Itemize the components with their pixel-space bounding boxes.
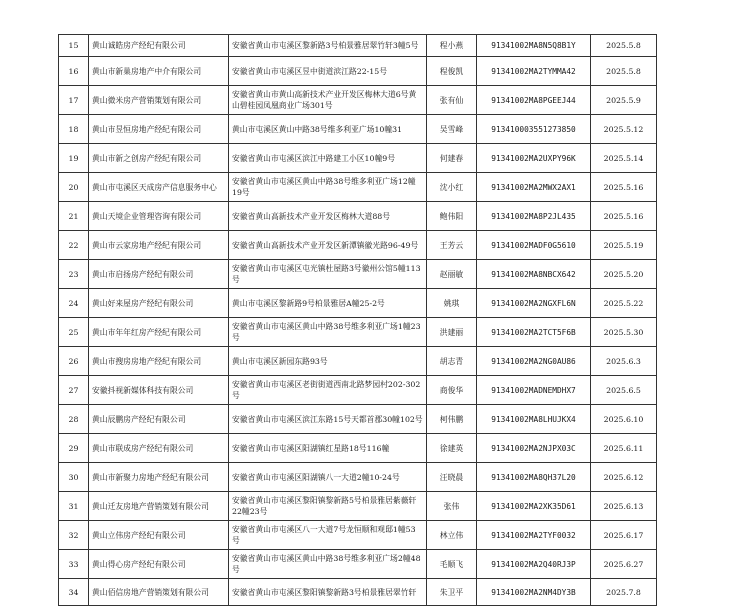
row-number: 27 (59, 376, 89, 405)
table-row (59, 115, 657, 144)
credit-code: 91341002MA2UXPY96K (477, 144, 591, 173)
filing-date: 2025.7.8 (591, 579, 657, 606)
credit-code: 91341002MADF0G5610 (477, 231, 591, 260)
row-number: 26 (59, 347, 89, 376)
row-number: 22 (59, 231, 89, 260)
company-address: 安徽省黄山市屯溪区阳湖镇红星路18号116幢 (229, 434, 427, 463)
legal-representative: 张有仙 (427, 86, 477, 115)
credit-code: 91341002MA8QH37L20 (477, 463, 591, 492)
row-number: 31 (59, 492, 89, 521)
company-name: 黄山市屯溪区天成房产信息服务中心 (89, 173, 229, 202)
registry-table (58, 34, 657, 606)
credit-code: 91341002MA2TYMMA42 (477, 57, 591, 86)
filing-date: 2025.6.27 (591, 550, 657, 579)
table-row (59, 376, 657, 405)
company-name: 黄山辰鹏房产经纪有限公司 (89, 405, 229, 434)
legal-representative: 王芳云 (427, 231, 477, 260)
credit-code: 91341002MA2TCT5F6B (477, 318, 591, 347)
company-address: 安徽省黄山市屯溪区滨江中路建工小区10幢9号 (229, 144, 427, 173)
row-number: 17 (59, 86, 89, 115)
row-number: 21 (59, 202, 89, 231)
row-number: 19 (59, 144, 89, 173)
table-row (59, 434, 657, 463)
credit-code: 91341002MA2Q40RJ3P (477, 550, 591, 579)
company-address: 安徽省黄山市屯溪区八一大道7号龙恒顺和观邸1幢53号 (229, 521, 427, 550)
company-address: 安徽省黄山市屯溪区黄山中路38号维多利亚广场2幢48号 (229, 550, 427, 579)
company-name: 黄山立伟房产经纪有限公司 (89, 521, 229, 550)
table-row (59, 86, 657, 115)
row-number: 33 (59, 550, 89, 579)
table-row (59, 57, 657, 86)
company-name: 黄山得心房产经纪有限公司 (89, 550, 229, 579)
filing-date: 2025.5.19 (591, 231, 657, 260)
credit-code: 91341002MA8N5Q8B1Y (477, 35, 591, 57)
filing-date: 2025.5.8 (591, 35, 657, 57)
legal-representative: 沈小红 (427, 173, 477, 202)
company-address: 安徽省黄山市屯溪区黎阳镇黎新路5号柏景雅居紫薇轩22幢23号 (229, 492, 427, 521)
row-number: 18 (59, 115, 89, 144)
filing-date: 2025.6.17 (591, 521, 657, 550)
company-name: 黄山市新巢房地产中介有限公司 (89, 57, 229, 86)
row-number: 16 (59, 57, 89, 86)
company-name: 安徽抖视新媒体科技有限公司 (89, 376, 229, 405)
legal-representative: 姚琪 (427, 289, 477, 318)
table-row (59, 231, 657, 260)
company-address: 安徽省黄山市屯溪区屯光镇杜屋路3号徽州公馆5幢113号 (229, 260, 427, 289)
company-name: 黄山市搜房房地产经纪有限公司 (89, 347, 229, 376)
table-row (59, 521, 657, 550)
filing-date: 2025.6.10 (591, 405, 657, 434)
table-row (59, 144, 657, 173)
legal-representative: 朱卫平 (427, 579, 477, 606)
company-name: 黄山微米房产营销策划有限公司 (89, 86, 229, 115)
legal-representative: 商俊华 (427, 376, 477, 405)
filing-date: 2025.6.11 (591, 434, 657, 463)
table-row (59, 260, 657, 289)
company-address: 安徽省黄山市屯溪区黄山中路38号维多利亚广场1幢23号 (229, 318, 427, 347)
company-name: 黄山市云家房地产经纪有限公司 (89, 231, 229, 260)
filing-date: 2025.6.13 (591, 492, 657, 521)
filing-date: 2025.6.12 (591, 463, 657, 492)
table-row (59, 318, 657, 347)
company-address: 安徽省黄山市屯溪区阳湖镇八一大道2幢10-24号 (229, 463, 427, 492)
legal-representative: 胡志青 (427, 347, 477, 376)
legal-representative: 林立伟 (427, 521, 477, 550)
table-row (59, 405, 657, 434)
company-name: 黄山市启扬房产经纪有限公司 (89, 260, 229, 289)
table-row (59, 173, 657, 202)
table-row (59, 579, 657, 606)
company-address: 黄山市屯溪区新园东路93号 (229, 347, 427, 376)
filing-date: 2025.5.9 (591, 86, 657, 115)
credit-code: 91341002MA8LHUJKX4 (477, 405, 591, 434)
filing-date: 2025.6.3 (591, 347, 657, 376)
row-number: 28 (59, 405, 89, 434)
legal-representative: 张伟 (427, 492, 477, 521)
company-name: 黄山天境企业管理咨询有限公司 (89, 202, 229, 231)
company-name: 黄山市联成房产经纪有限公司 (89, 434, 229, 463)
credit-code: 91341002MA2XK35D61 (477, 492, 591, 521)
row-number: 15 (59, 35, 89, 57)
company-address: 安徽省黄山市黄山高新技术产业开发区梅林大道6号黄山碧桂园凤凰商业广场301号 (229, 86, 427, 115)
legal-representative: 洪建丽 (427, 318, 477, 347)
credit-code: 91341002MADNEMDHX7 (477, 376, 591, 405)
legal-representative: 赵丽敏 (427, 260, 477, 289)
row-number: 34 (59, 579, 89, 606)
legal-representative: 吴雪峰 (427, 115, 477, 144)
table-row (59, 463, 657, 492)
credit-code: 913410003551273850 (477, 115, 591, 144)
credit-code: 91341002MA8PGEEJ44 (477, 86, 591, 115)
credit-code: 91341002MA2TYF0032 (477, 521, 591, 550)
legal-representative: 汪晓晨 (427, 463, 477, 492)
filing-date: 2025.5.16 (591, 173, 657, 202)
company-name: 黄山好来屋房产经纪有限公司 (89, 289, 229, 318)
credit-code: 91341002MA2NJPX03C (477, 434, 591, 463)
filing-date: 2025.5.16 (591, 202, 657, 231)
legal-representative: 毛顺飞 (427, 550, 477, 579)
credit-code: 91341002MA2NM4DY3B (477, 579, 591, 606)
legal-representative: 徐建英 (427, 434, 477, 463)
company-address: 安徽省黄山市屯溪区黄山中路38号维多利亚广场12幢19号 (229, 173, 427, 202)
table-row (59, 35, 657, 57)
table-row (59, 492, 657, 521)
credit-code: 91341002MA8P2JL435 (477, 202, 591, 231)
filing-date: 2025.5.20 (591, 260, 657, 289)
company-address: 黄山市屯溪区黄山中路38号维多利亚广场10幢31 (229, 115, 427, 144)
credit-code: 91341002MA2NG0AU86 (477, 347, 591, 376)
company-address: 安徽省黄山市屯溪区黎阳镇黎新路3号柏景雅居翠竹轩 (229, 579, 427, 606)
company-address: 安徽省黄山市屯溪区滨江东路15号天都首郡30幢102号 (229, 405, 427, 434)
company-name: 黄山佰信房地产营销策划有限公司 (89, 579, 229, 606)
legal-representative: 鲍伟阳 (427, 202, 477, 231)
credit-code: 91341002MA8NBCX642 (477, 260, 591, 289)
filing-date: 2025.6.5 (591, 376, 657, 405)
row-number: 32 (59, 521, 89, 550)
company-name: 黄山市昱恒房地产经纪有限公司 (89, 115, 229, 144)
filing-date: 2025.5.12 (591, 115, 657, 144)
company-name: 黄山诚皓房产经纪有限公司 (89, 35, 229, 57)
filing-date: 2025.5.30 (591, 318, 657, 347)
company-address: 安徽省黄山高新技术产业开发区梅林大道88号 (229, 202, 427, 231)
table-body (59, 35, 657, 606)
row-number: 23 (59, 260, 89, 289)
company-address: 安徽省黄山市屯溪区黎新路3号柏景雅居翠竹轩3幢5号 (229, 35, 427, 57)
table-row (59, 202, 657, 231)
legal-representative: 程俊凯 (427, 57, 477, 86)
legal-representative: 柯伟鹏 (427, 405, 477, 434)
table-row (59, 347, 657, 376)
legal-representative: 程小燕 (427, 35, 477, 57)
table-row (59, 289, 657, 318)
company-name: 黄山市年年红房产经纪有限公司 (89, 318, 229, 347)
filing-date: 2025.5.14 (591, 144, 657, 173)
credit-code: 91341002MA2NGXFL6N (477, 289, 591, 318)
company-address: 黄山市屯溪区黎新路9号柏景雅居A幢25-2号 (229, 289, 427, 318)
company-address: 安徽省黄山高新技术产业开发区新潭镇徽光路96-49号 (229, 231, 427, 260)
company-name: 黄山市新聚力房地产经纪有限公司 (89, 463, 229, 492)
row-number: 20 (59, 173, 89, 202)
company-address: 安徽省黄山市屯溪区昱中街道滨江路22-15号 (229, 57, 427, 86)
row-number: 30 (59, 463, 89, 492)
company-address: 安徽省黄山市屯溪区老街街道西南北路梦园村202-302号 (229, 376, 427, 405)
filing-date: 2025.5.22 (591, 289, 657, 318)
company-name: 黄山市新之创房产经纪有限公司 (89, 144, 229, 173)
filing-date: 2025.5.8 (591, 57, 657, 86)
company-name: 黄山迁友房地产营销策划有限公司 (89, 492, 229, 521)
row-number: 25 (59, 318, 89, 347)
row-number: 24 (59, 289, 89, 318)
table-row (59, 550, 657, 579)
row-number: 29 (59, 434, 89, 463)
legal-representative: 何建春 (427, 144, 477, 173)
credit-code: 91341002MA2MWX2AX1 (477, 173, 591, 202)
